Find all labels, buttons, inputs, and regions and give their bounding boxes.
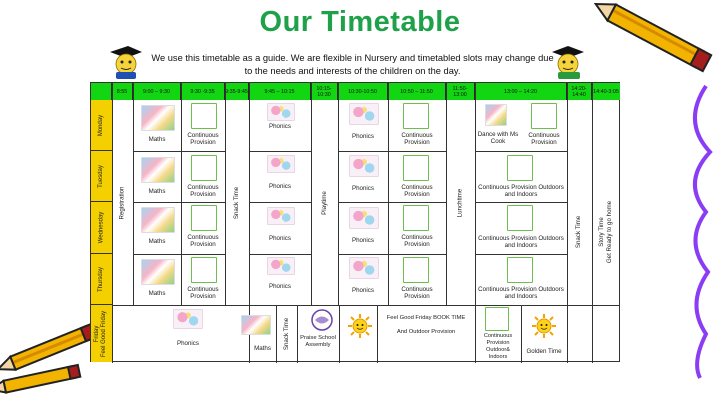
timetable [90, 82, 620, 362]
play-learn-grow-logo [403, 103, 429, 129]
phonics-image [267, 155, 295, 173]
header-cell: 13:00 – 14:20 [475, 83, 567, 100]
snack-time-label: Snack Time [283, 317, 291, 351]
sun-icon [347, 313, 373, 339]
continuous-provision-label: Continuous Provision [187, 184, 219, 198]
phonics-label: Phonics [351, 185, 374, 192]
phonics-label: Phonics [176, 340, 199, 347]
boy-graduate-icon [548, 40, 590, 80]
play-learn-grow-logo [403, 155, 429, 181]
maths-image [141, 207, 175, 233]
header-cell: 9:00 – 9:30 [133, 83, 181, 100]
day-friday: Friday Feel Good Friday [91, 305, 112, 362]
header-cell: 14:20-14:40 [567, 83, 592, 100]
day-wednesday: Wednesday [91, 202, 112, 254]
maths-image [141, 105, 175, 131]
play-learn-grow-logo [191, 103, 217, 129]
boy-graduate-icon [104, 42, 146, 80]
continuous-provision-label: Continuous Provision [401, 234, 433, 248]
maths-label: Maths [254, 345, 271, 352]
header-cell: 10:30-10:50 [338, 83, 388, 100]
continuous-provision-outdoors-label: Continuous Provision Outdoors and Indoors [478, 286, 564, 300]
maths-image [241, 315, 271, 335]
praise-assembly-label: Praise School Assembly [300, 335, 336, 348]
phonics-label: Phonics [351, 133, 374, 140]
story-time-label: Story Time Get Ready to go home [598, 200, 614, 263]
scribble-icon [676, 82, 720, 382]
page-title: Our Timetable [259, 6, 461, 38]
phonics-image [267, 257, 295, 275]
maths-label: Maths [148, 188, 166, 195]
phonics-image [267, 103, 295, 121]
phonics-label: Phonics [268, 123, 291, 130]
play-learn-grow-logo [507, 205, 533, 231]
phonics-image [349, 207, 379, 229]
day-tuesday: Tuesday [91, 151, 112, 202]
play-learn-grow-logo [403, 257, 429, 283]
continuous-provision-label: Continuous Provision [187, 234, 219, 248]
header-cell: 11:50-13:00 [446, 83, 475, 100]
phonics-label: Phonics [351, 237, 374, 244]
continuous-provision-label: Continuous Provision [187, 286, 219, 300]
phonics-image [349, 257, 379, 279]
continuous-provision-outdoors-label: Continuous Provision Outdoors and Indoors [478, 235, 564, 249]
sun-icon [531, 313, 557, 339]
feel-good-friday-label: Feel Good Friday BOOK TIME And Outdoor Provision [386, 315, 466, 335]
header-cell: 9:30 -9:35 [181, 83, 225, 100]
intro-text: We use this timetable as a guide. We are flexible in Nursery and timetabled slots may change due to the needs and interests of the children on the day. [151, 53, 554, 76]
play-learn-grow-logo [191, 205, 217, 231]
day-thursday: Thursday [91, 254, 112, 305]
maths-image [141, 157, 175, 183]
maths-label: Maths [148, 136, 166, 143]
praise-logo [311, 309, 333, 331]
phonics-label: Phonics [351, 287, 374, 294]
maths-label: Maths [148, 290, 166, 297]
continuous-provision-label: Continuous Provision [401, 132, 433, 146]
playtime-label: Playtime [320, 190, 328, 215]
continuous-provision-friday-label: Continuous Provision Outdoor& Indoors [483, 333, 513, 360]
continuous-provision-label: Continuous Provision [401, 286, 433, 300]
play-learn-grow-logo [485, 307, 509, 331]
maths-image [141, 259, 175, 285]
continuous-provision-outdoors-label: Continuous Provision Outdoors and Indoors [478, 184, 564, 198]
registration-label: Registration [118, 185, 126, 220]
header-cell: 14:40-3:05 [592, 83, 620, 100]
maths-label: Maths [148, 238, 166, 245]
snack-time-label: Snack Time [233, 186, 241, 219]
dance-image [485, 104, 507, 126]
header-cell: 10:50 – 11:50 [388, 83, 446, 100]
snack-time-label: Snack Time [575, 215, 583, 248]
day-monday: Monday [91, 100, 112, 151]
header-cell: 8:55 [112, 83, 133, 100]
dance-label: Dance with Ms Cook [477, 131, 519, 145]
phonics-label: Phonics [268, 183, 291, 190]
header-cell: 10:15-10:30 [311, 83, 338, 100]
play-learn-grow-logo [507, 155, 533, 181]
header-cell: 9:45 – 10:15 [249, 83, 311, 100]
phonics-label: Phonics [268, 283, 291, 290]
header-cell: 9:35-9:45 [225, 83, 249, 100]
phonics-image [267, 207, 295, 225]
play-learn-grow-logo [191, 155, 217, 181]
golden-time-label: Golden Time [526, 348, 562, 355]
header-corner [91, 83, 112, 100]
play-learn-grow-logo [191, 257, 217, 283]
play-learn-grow-logo [507, 257, 533, 283]
phonics-image [349, 155, 379, 177]
lunchtime-label: Lunchtime [456, 188, 464, 217]
play-learn-grow-logo [531, 103, 557, 129]
phonics-label: Phonics [268, 235, 291, 242]
play-learn-grow-logo [403, 205, 429, 231]
phonics-image [349, 103, 379, 125]
phonics-image [173, 309, 203, 329]
pencil-icon [594, 0, 720, 80]
continuous-provision-label: Continuous Provision [187, 132, 219, 146]
continuous-provision-label: Continuous Provision [401, 184, 433, 198]
continuous-provision-label: Continuous Provision [528, 132, 560, 146]
